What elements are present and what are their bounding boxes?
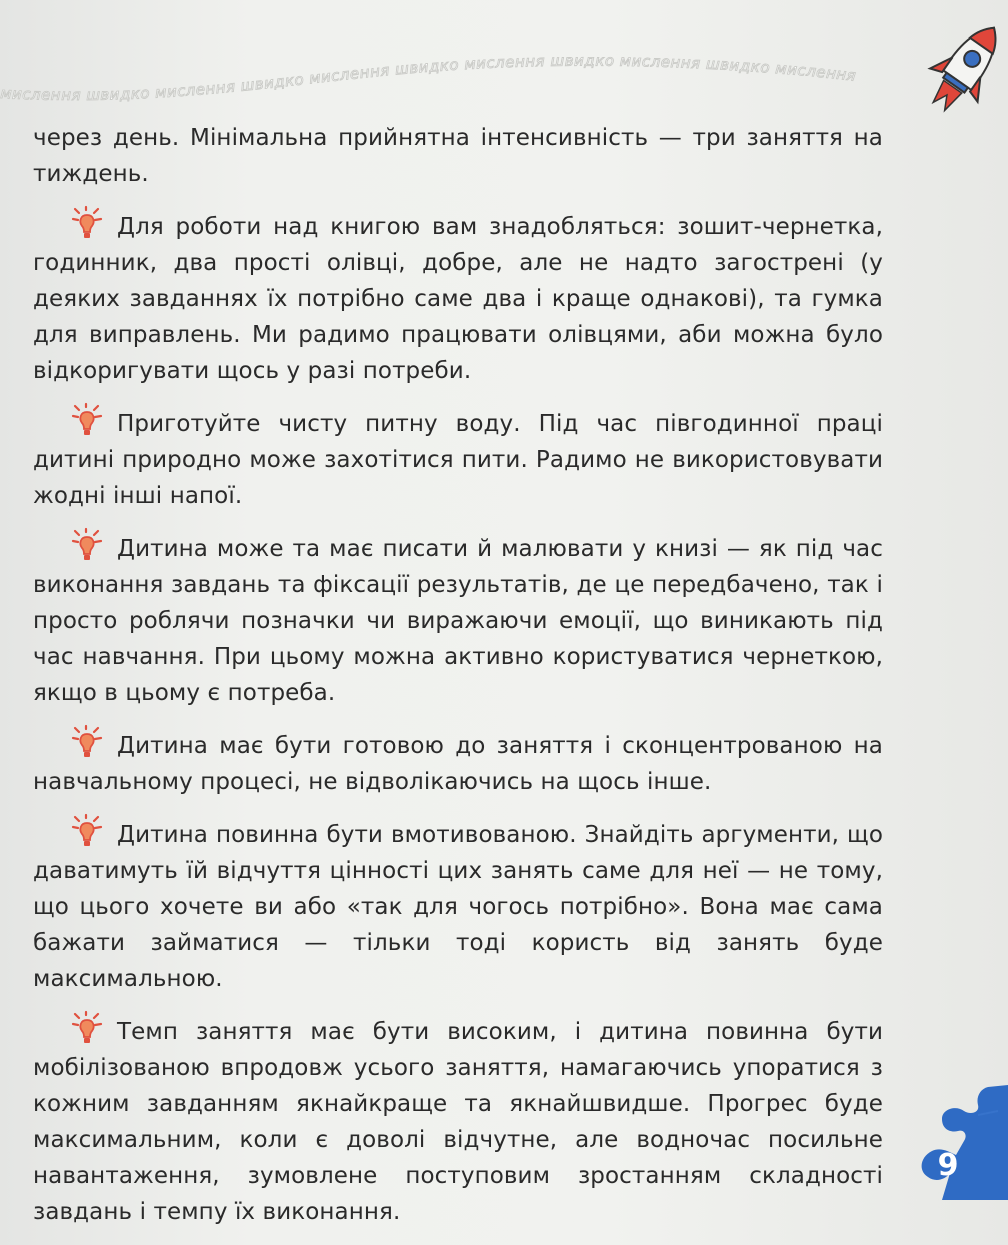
paragraph: Дитина має бути готовою до заняття і сконцентрованою на навчальному процесі, не відволікаючись на щось інше. <box>33 726 883 800</box>
lightbulb-icon <box>71 529 107 563</box>
paragraph: Темп заняття має бути високим, і дитина повинна бути мобілізованою впродовж усього заняття, намагаючись упоратися з кожним завданням якнайкраще та якнайшвидше. Прогрес буде максимальним, коли є доволі відчутне, але водночас посильне навантаження, зумовлене поступовим зростанням складності завдань і темпу їх виконання. <box>33 1012 883 1230</box>
header-banner-text: мислення швидко мислення швидко мислення швидко мислення швидко мислення швидко мислення <box>0 51 858 104</box>
lightbulb-icon <box>71 1012 107 1046</box>
paragraph: Дитина повинна бути вмотивованою. Знайдіть аргументи, що даватимуть їй відчуття цінності цих занять саме для неї — не тому, що цього хочете ви або «так для чогось потрібно». Вона має сама бажати займатися — тільки тоді користь від занять буде максимальною. <box>33 815 883 997</box>
lightbulb-icon <box>71 404 107 438</box>
main-content <box>33 120 883 1245</box>
paragraph: через день. Мінімальна прийнятна інтенсивність — три заняття на тиждень. <box>33 125 883 187</box>
paragraph: Для роботи над книгою вам знадобляться: зошит-чернетка, годинник, два прості олівці, добре, але не надто загострені (у деяких завданнях їх потрібно саме два і краще однакові), та гумка для виправлень. Ми радимо працювати олівцями, аби можна було відкоригувати щось у разі потреби. <box>33 207 883 389</box>
header-banner <box>0 28 930 118</box>
svg-text:мислення швидко мислення швидк <box>0 52 857 104</box>
lightbulb-icon <box>71 726 107 760</box>
rocket-icon <box>920 10 1006 135</box>
puzzle-piece-icon <box>838 1085 1008 1200</box>
page-number: 9 <box>937 1148 959 1183</box>
lightbulb-icon <box>71 815 107 849</box>
lightbulb-icon <box>71 207 107 241</box>
paragraph: Дитина може та має писати й малювати у книзі — як під час виконання завдань та фіксації результатів, де це передбачено, так і просто роблячи позначки чи виражаючи емоції, що виникають під час навчання. При цьому можна активно користуватися чернеткою, якщо в цьому є потреба. <box>33 529 883 711</box>
paragraph: Приготуйте чисту питну воду. Під час півгодинної праці дитині природно може захотітися пити. Радимо не використовувати жодні інші напої. <box>33 404 883 514</box>
